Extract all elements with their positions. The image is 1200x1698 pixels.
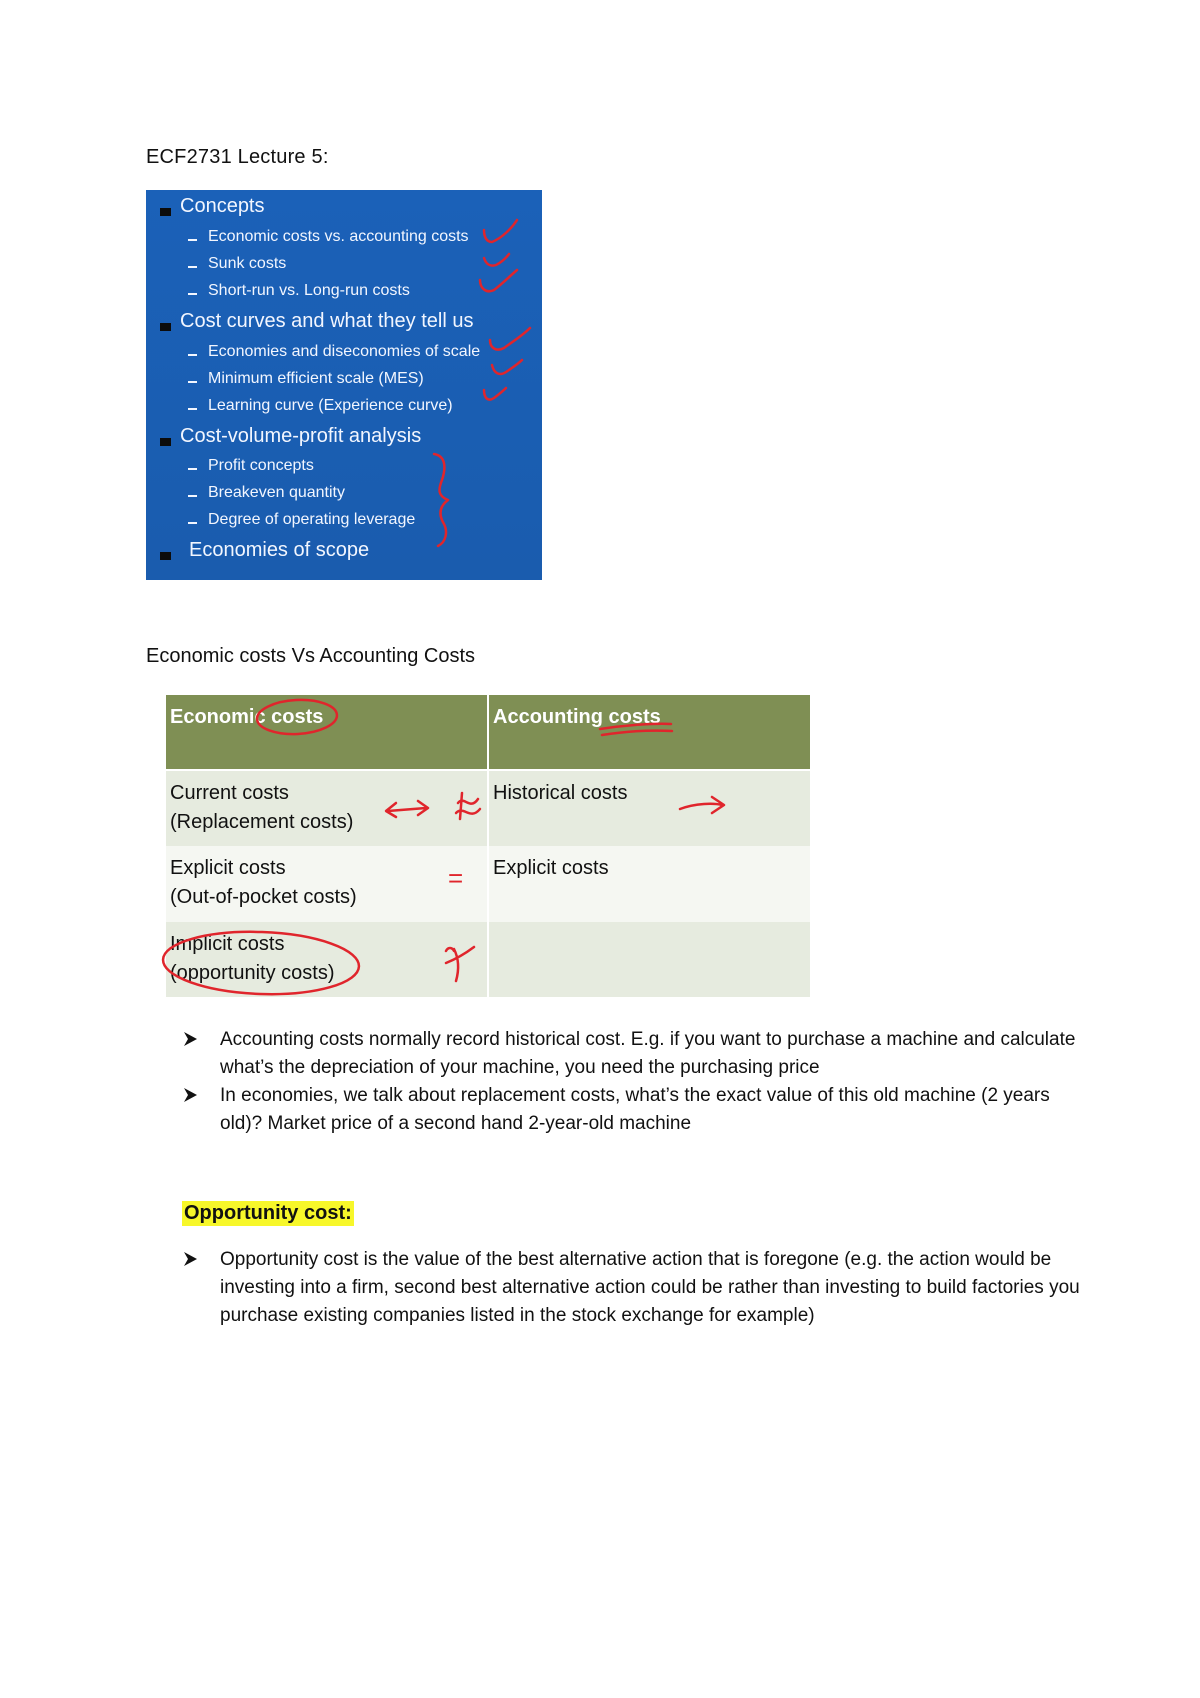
bullet-text: Opportunity cost is the value of the best alternative action that is foregone (e.g. the action would be investing into a firm, second best alternative action could be rather than investing to build factories you purchase existing companies listed in the stock exchange for example)	[220, 1249, 1080, 1326]
slide-item: Profit concepts	[208, 457, 314, 474]
circle-mark-icon	[162, 929, 360, 998]
slide-item: Degree of operating leverage	[208, 511, 416, 528]
cell-line: Current costs	[170, 782, 289, 804]
slide-section-label: Cost curves and what they tell us	[180, 310, 474, 332]
cell-line: Implicit costs	[170, 933, 285, 955]
arrow-bullet-icon	[182, 1087, 198, 1103]
section-heading: Economic costs Vs Accounting Costs	[146, 645, 476, 667]
right-arrow-icon	[680, 797, 724, 813]
slide-section-label: Concepts	[180, 195, 265, 217]
checkmark-icon	[492, 360, 522, 374]
underline-mark-icon	[602, 731, 672, 735]
cell-line: Historical costs	[493, 782, 628, 804]
bullet-text: In economies, we talk about replacement costs, what’s the exact value of this old machine (2 years old)? Market price of a second hand 2-year-old machine	[220, 1085, 1050, 1134]
checkmark-icon	[484, 388, 506, 400]
curly-brace-icon	[434, 454, 448, 546]
document-title: ECF2731 Lecture 5:	[146, 146, 329, 168]
costs-comparison-table	[166, 695, 810, 997]
bullet-text: Accounting costs normally record historical cost. E.g. if you want to purchase a machine and calculate what’s the depreciation of your machine, you need the purchasing price	[220, 1029, 1076, 1078]
double-arrow-icon	[386, 801, 428, 817]
cell-line: (Replacement costs)	[170, 811, 354, 833]
opportunity-cost-heading: Opportunity cost:	[184, 1202, 352, 1224]
checkmark-icon	[480, 270, 517, 291]
slide-item: Economies and diseconomies of scale	[208, 343, 481, 360]
slide-item: Minimum efficient scale (MES)	[208, 370, 424, 387]
equals-mark: =	[448, 863, 464, 893]
slide-section-label: Cost-volume-profit analysis	[180, 425, 422, 447]
checkmark-icon	[490, 328, 530, 350]
cell-line: Explicit costs	[170, 857, 286, 879]
table-header-economic: Economic costs	[166, 695, 487, 769]
slide-item: Breakeven quantity	[208, 484, 345, 501]
cell-line: Explicit costs	[493, 857, 609, 879]
checkmark-icon	[484, 220, 517, 242]
slide-item: Short-run vs. Long-run costs	[208, 282, 410, 299]
checkmark-icon	[484, 254, 509, 266]
underline-mark-icon	[600, 724, 671, 729]
arrow-bullet-icon	[182, 1031, 198, 1047]
table-header-accounting: Accounting costs	[489, 695, 810, 769]
x-mark-icon	[446, 947, 474, 981]
slide-item: Sunk costs	[208, 255, 287, 272]
circle-mark-icon	[256, 698, 338, 736]
handwritten-checkmarks	[146, 190, 542, 580]
cell-line: (Out-of-pocket costs)	[170, 886, 357, 908]
handwritten-table-annotations	[166, 695, 810, 997]
slide-item: Economic costs vs. accounting costs	[208, 228, 469, 245]
slide-item: Learning curve (Experience curve)	[208, 397, 453, 414]
cell-line: (opportunity costs)	[170, 962, 335, 984]
approx-mark-icon	[456, 793, 480, 819]
lecture-outline-slide	[146, 190, 542, 580]
arrow-bullet-icon	[182, 1251, 198, 1267]
bullet-item	[182, 1026, 1082, 1082]
bullet-item	[182, 1246, 1082, 1330]
bullet-item	[182, 1082, 1082, 1138]
slide-section-label: Economies of scope	[189, 539, 370, 561]
